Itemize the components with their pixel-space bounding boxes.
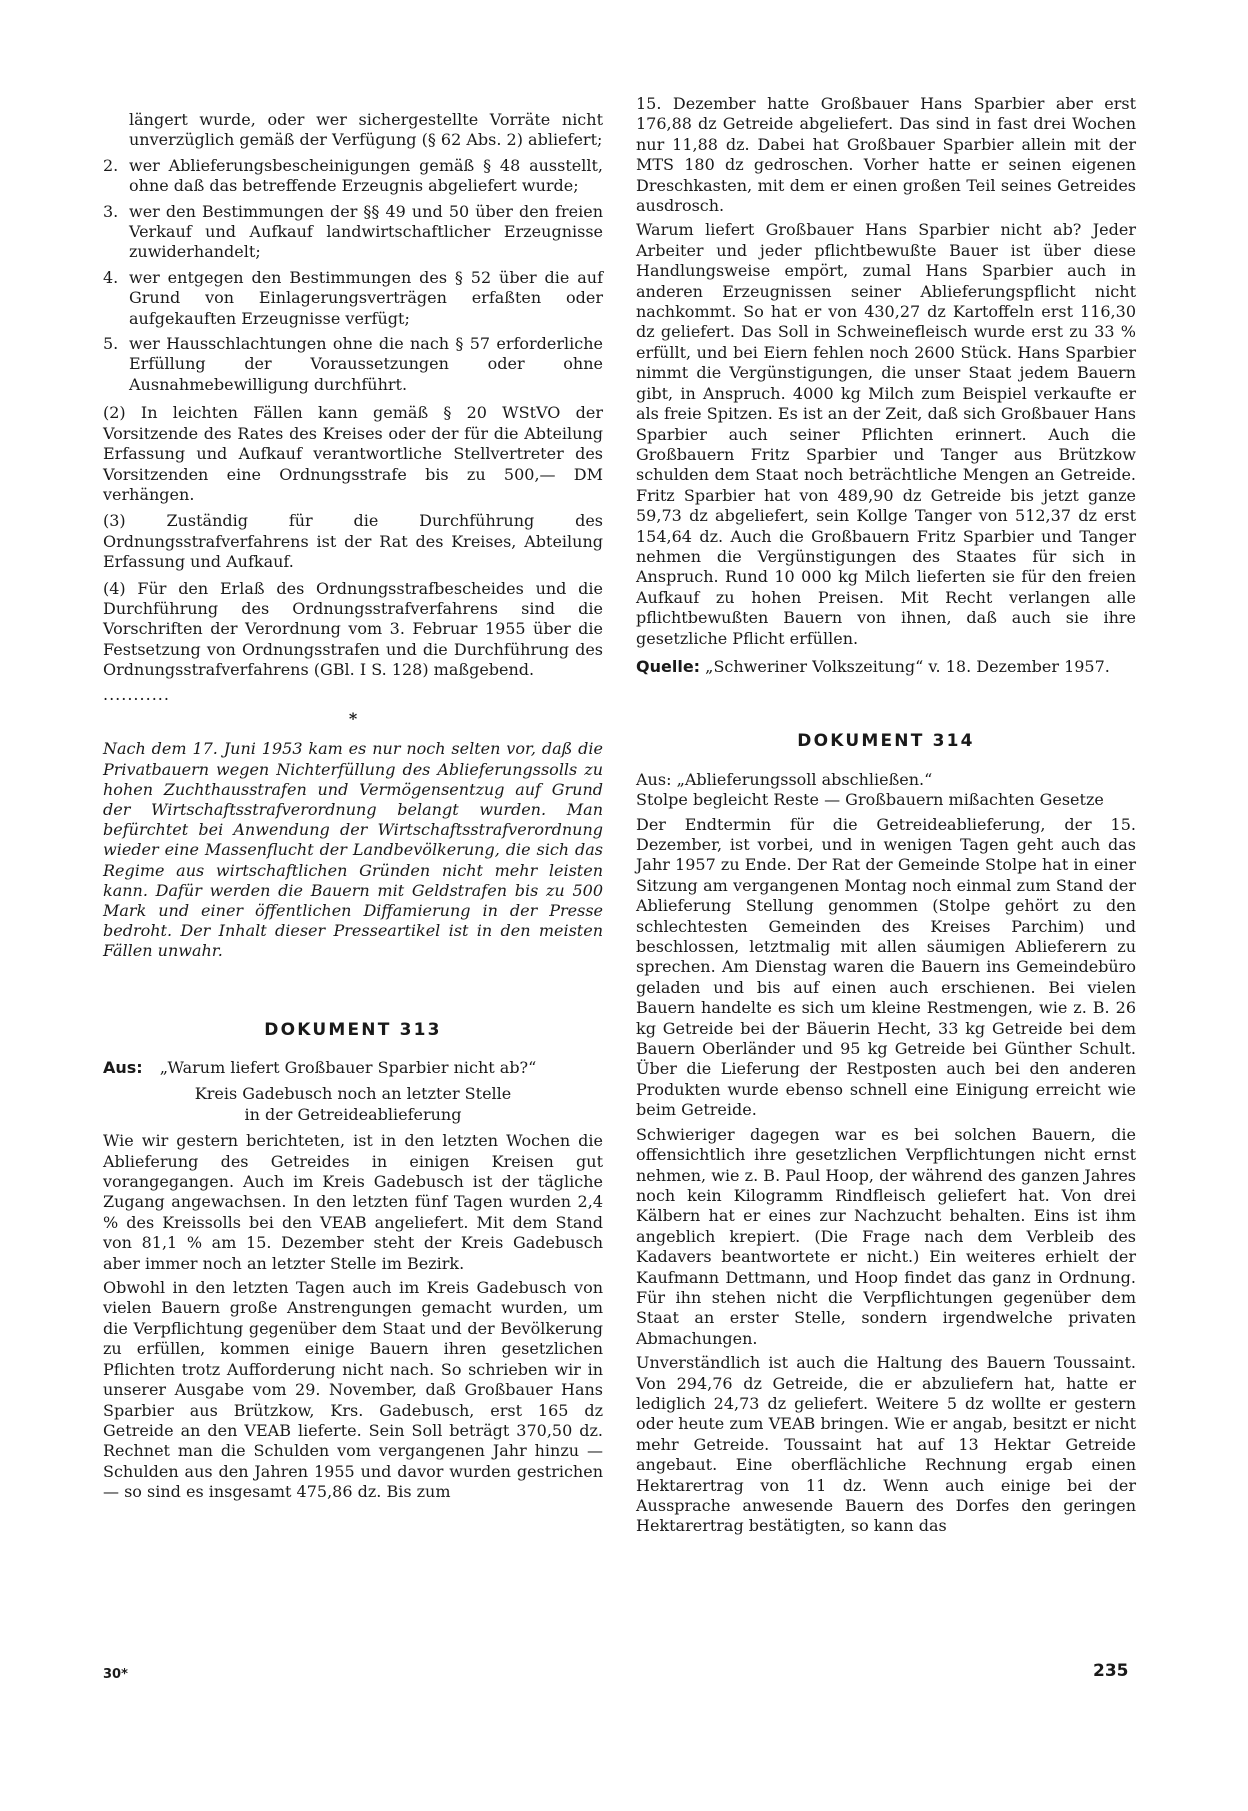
right-paragraph-1: 15. Dezember hatte Großbauer Hans Sparbier aber erst 176,88 dz Getreide abgeliefert. Das sind in fast drei Wochen nur 11,88 dz. Dabei hat Großbauer Sparbier allein mit der MTS 180 dz gedroschen. Vorher hatte er seinen eigenen Dreschkasten, mit dem er einen großen Teil seines Getreides ausdrosch. [636, 94, 1136, 216]
section-star: * [348, 708, 358, 728]
document-314-heading: DOKUMENT 314 [797, 731, 975, 752]
source-label: Quelle: [636, 656, 701, 676]
left-column [103, 94, 603, 1507]
paragraph-section-3: (3) Zuständig für die Durchführung des Ordnungsstrafverfahrens ist der Rat des Kreises, Abteilung Erfassung und Aufkauf. [103, 511, 603, 572]
list-item-number: 5. [103, 334, 119, 354]
document-313-source-line [103, 1058, 603, 1078]
source-line [636, 657, 1136, 677]
right-paragraph-2: Warum liefert Großbauer Hans Sparbier nicht ab? Jeder Arbeiter und jeder pflichtbewußte Bauer ist über diese Handlungsweise empört, zumal Hans Sparbier auch in anderen Erzeugnissen seiner Ablieferungspflicht nicht nachkommt. So hat er von 430,27 dz Kartoffeln erst 116,30 dz geliefert. Das Soll in Schweinefleisch wurde erst zu 33 % erfüllt, und bei Eiern fehlen noch 2600 Stück. Hans Sparbier nimmt die Vergünstigungen, die unser Staat jedem Bauern gibt, in Anspruch. 4000 kg Milch zum Beispiel verkaufte er als freie Spitzen. Es ist an der Zeit, daß sich Großbauer Hans Sparbier auch seiner Pflichten erinnert. Auch die Großbauern Fritz Sparbier und Tanger aus Brützkow schulden dem Staat noch beträchtliche Mengen an Getreide. Fritz Sparbier hat von 489,90 dz Getreide bis jetzt ganze 59,73 dz abgeliefert, sein Kollge Tanger von 512,37 dz erst 154,64 dz. Auch die Großbauern Fritz Sparbier und Tanger nehmen die Vergünstigungen des Staates für sich in Anspruch. Rund 10 000 kg Milch lieferten sie für den freien Aufkauf zu hohen Preisen. Mit Recht verlangen alle pflichtbewußten Bauern von ihnen, daß auch sie ihre gesetzliche Pflicht erfüllen. [636, 220, 1136, 648]
editorial-commentary: Nach dem 17. Juni 1953 kam es nur noch selten vor, daß die Privatbauern wegen Nichterfüllung des Ablieferungssolls zu hohen Zuchthausstrafen und Vermögensentzug auf Grund der Wirtschaftsstrafverordnung belangt wurden. Man befürchtet bei Anwendung der Wirtschaftsstrafverordnung wieder eine Massenflucht der Landbevölkerung, die sich das Regime aus wirtschaftlichen Gründen nicht mehr leisten kann. Dafür werden die Bauern mit Geldstrafen bis zu 500 Mark und einer öffentlichen Diffamierung in der Presse bedroht. Der Inhalt dieser Presseartikel ist in den meisten Fällen unwahr. [103, 739, 603, 961]
paragraph-section-4: (4) Für den Erlaß des Ordnungsstrafbescheides und die Durchführung des Ordnungsstrafverfahrens sind die Vorschriften der Verordnung vom 3. Februar 1955 über die Festsetzung von Ordnungsstrafen und die Durchführung des Ordnungsstrafverfahrens (GBl. I S. 128) maßgebend. [103, 578, 603, 680]
list-item-number: 2. [103, 155, 119, 175]
right-column [636, 94, 1136, 1541]
document-314-paragraph-1: Der Endtermin für die Getreideablieferung, der 15. Dezember, ist vorbei, und in wenigen Tagen geht auch das Jahr 1957 zu Ende. Der Rat der Gemeinde Stolpe hat in einer Sitzung am vergangenen Montag noch einmal zum Stand der Ablieferung Stellung genommen (Stolpe gehört zu den schlechtesten Gemeinden des Kreises Parchim) und beschlossen, letztmalig mit allen säumigen Ablieferern zu sprechen. Am Dienstag waren die Bauern ins Gemeindebüro geladen und bis auf einen auch erschienen. Bei vielen Bauern handelte es sich um kleine Restmengen, wie z. B. 26 kg Getreide bei der Bäuerin Hecht, 33 kg Getreide bei dem Bauern Oberländer und 95 kg Getreide bei Günther Schult. Über die Lieferung der Restposten auch bei den anderen Produkten wurde ebenso schnell eine Einigung erreicht wie beim Getreide. [636, 814, 1136, 1120]
document-314-source-line [636, 770, 1136, 790]
document-314-subheading: Stolpe begleicht Reste — Großbauern mißachten Gesetze [636, 790, 1104, 810]
source-text: „Schweriner Volkszeitung“ v. 18. Dezember 1957. [705, 656, 1110, 676]
list-item-text: wer Ablieferungsbescheinigungen gemäß § 48 ausstellt, ohne daß das betreffende Erzeugnis abgeliefert wurde; [129, 155, 603, 196]
document-314-paragraph-2: Schwieriger dagegen war es bei solchen Bauern, die offensichtlich ihre gesetzlichen Verpflichtungen nicht ernst nehmen, wie z. B. Paul Hoop, der während des ganzen Jahres noch kein Kilogramm Rindfleisch geliefert hat. Von drei Kälbern hat er eines zur Nachzucht behalten. Eins ist ihm angeblich krepiert. (Die Frage nach dem Verbleib des Kadavers beantwortete er nicht.) Ein weiteres erhielt der Kaufmann Dettmann, und Hoop findet das ganz in Ordnung. Für ihn stehen nicht die Verpflichtungen gegenüber dem Staat an erster Stelle, sondern irgendwelche privaten Abmachungen. [636, 1124, 1136, 1348]
list-item [103, 156, 603, 197]
paragraph-item-1-continued: längert wurde, oder wer sichergestellte Vorräte nicht unverzüglich gemäß der Verfügung (§ 62 Abs. 2) abliefert; [129, 110, 603, 150]
list-item [103, 334, 603, 395]
signature-mark: 30* [103, 1667, 128, 1682]
paragraph-section-2: (2) In leichten Fällen kann gemäß § 20 WStVO der Vorsitzende des Rates des Kreises oder der für die Abteilung Erfassung und Aufkauf verantwortliche Stellvertreter des Vorsitzenden eine Ordnungsstrafe bis zu 500,— DM verhängen. [103, 403, 603, 504]
document-314-paragraph-3: Unverständlich ist auch die Haltung des Bauern Toussaint. Von 294,76 dz Getreide, die er abzuliefern hat, hatte er lediglich 24,73 dz geliefert. Weitere 5 dz wollte er gestern oder heute zum VEAB bringen. Wie er angab, besitzt er nicht mehr Getreide. Toussaint hat auf 13 Hektar Getreide angebaut. Eine oberflächliche Rechnung ergab einen Hektarertrag von 11 dz. Wenn auch einige bei der Aussprache anwesende Bauern des Dorfes den geringen Hektarertrag bestätigten, so kann das [636, 1353, 1136, 1536]
list-item-number: 3. [103, 201, 119, 221]
list-item-text: wer entgegen den Bestimmungen des § 52 über die auf Grund von Einlagerungsverträgen erfaßten oder aufgekauften Erzeugnisse verfügt; [129, 267, 603, 328]
aus-label: Aus: [636, 769, 672, 789]
list-item [103, 202, 603, 263]
document-313-subheading-1: Kreis Gadebusch noch an letzter Stelle [194, 1084, 512, 1104]
page-number: 235 [1093, 1661, 1129, 1681]
list-item-text: wer Hausschlachtungen ohne die nach § 57 erforderliche Erfüllung der Voraussetzungen oder ohne Ausnahmebewilligung durchführt. [129, 334, 603, 394]
list-item [103, 268, 603, 329]
list-item-text: wer den Bestimmungen der §§ 49 und 50 über den freien Verkauf und Aufkauf landwirtschaftlicher Erzeugnisse zuwiderhandelt; [129, 201, 603, 262]
document-313-heading: DOKUMENT 313 [264, 1019, 442, 1040]
aus-title: „Warum liefert Großbauer Sparbier nicht ab?“ [159, 1058, 537, 1078]
document-313-subheading-2: in der Getreideablieferung [244, 1104, 462, 1124]
document-313-paragraph-1: Wie wir gestern berichteten, ist in den letzten Wochen die Ablieferung des Getreides in einigen Kreisen gut vorangegangen. Auch im Kreis Gadebusch ist der tägliche Zugang angewachsen. In den letzten fünf Tagen wurden 2,4 % des Kreissolls bei den VEAB angeliefert. Mit dem Stand von 81,1 % am 15. Dezember steht der Kreis Gadebusch aber immer noch an letzter Stelle im Bezirk. [103, 1131, 603, 1273]
aus-label: Aus: [103, 1058, 143, 1078]
document-313-paragraph-2: Obwohl in den letzten Tagen auch im Kreis Gadebusch von vielen Bauern große Anstrengungen gemacht wurden, um die Verpflichtung gegenüber dem Staat und der Bevölkerung zu erfüllen, kommen einige Bauern ihren gesetzlichen Pflichten trotz Aufforderung nicht nach. So schrieben wir in unserer Ausgabe vom 29. November, daß Großbauer Hans Sparbier aus Brützkow, Krs. Gadebusch, erst 165 dz Getreide an den VEAB lieferte. Sein Soll beträgt 370,50 dz. Rechnet man die Schulden vom vergangenen Jahr hinzu — Schulden aus den Jahren 1955 und davor wurden gestrichen — so sind es insgesamt 475,86 dz. Bis zum [103, 1278, 603, 1502]
ellipsis-dots: ........... [103, 684, 170, 704]
aus-title: „Ablieferungssoll abschließen.“ [676, 769, 933, 789]
list-item-number: 4. [103, 267, 119, 287]
